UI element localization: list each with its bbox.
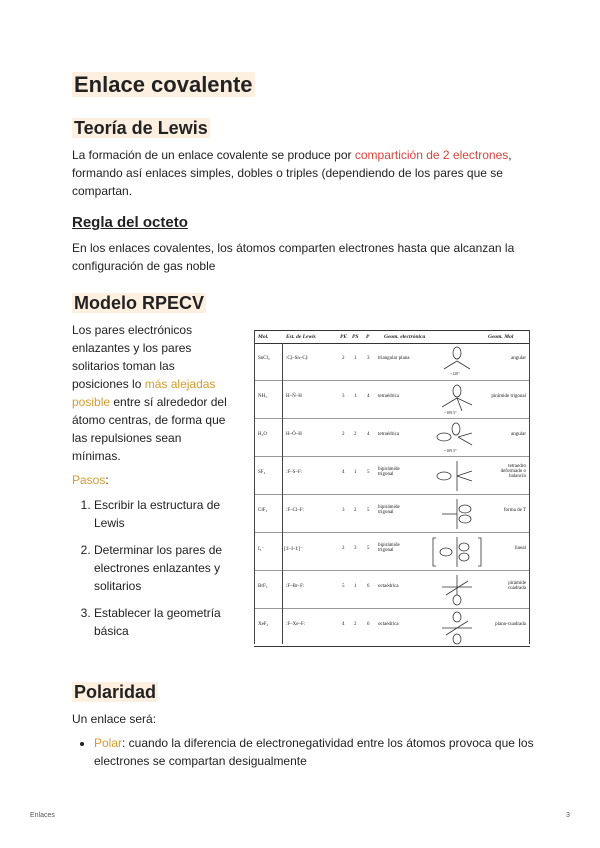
rpecv-heading: Modelo RPECV [74, 293, 205, 313]
molecule-diagram [432, 611, 482, 645]
header-geom-m: Geom. Mol [488, 334, 514, 340]
header-pe: PE [340, 334, 348, 340]
steps-list [72, 496, 254, 649]
table-divider [282, 343, 283, 644]
molecule-diagram [432, 345, 482, 379]
octeto-paragraph: En los enlaces covalentes, los átomos comparten electrones hasta que alcanzan la configuración de gas noble [72, 241, 515, 273]
table-row: BrF₅ :F–Br–F: 5 1 6 octaédrica pirámide cuadrada [254, 571, 530, 609]
pasos-label: Pasos: [72, 473, 109, 487]
rpecv-highlight: más alejadas posible [72, 377, 216, 409]
table-row: SF₄ :F–S–F: 4 1 5 bipirámide trigonal tetraedro deformado o balancín [254, 457, 530, 495]
page-number: 3 [566, 812, 570, 819]
header-geom-e: Geom. electrónica [384, 334, 426, 340]
rpecv-paragraph: Los pares electrónicos enlazantes y los pares solitarios toman las posiciones lo más alejadas posible entre sí alrededor del átomo centras, de forma que las repulsiones sean mínimas. [72, 323, 227, 463]
header-p: P [366, 334, 370, 340]
table-row: H₂O H–Ö–H 2 2 4 tetraédrica ~109.5° angular [254, 419, 530, 457]
footer-label: Enlaces [30, 812, 55, 819]
octeto-heading: Regla del octeto [72, 214, 188, 231]
table-row: SnCl₂ :Cl̤–Sn–Cl̤: 2 1 3 triangular plana ~120° angular [254, 343, 530, 381]
table-row: I₃⁻ [:I–I–I:]⁻ 2 3 5 bipirámide trigonal lineal [254, 533, 530, 571]
lewis-heading: Teoría de Lewis [74, 118, 208, 138]
table-border [254, 330, 255, 644]
step-item: 2. Determinar los pares de electrones enlazantes y solitarios [94, 541, 254, 595]
table-header [254, 330, 530, 344]
header-mol: Mol. [258, 334, 269, 340]
molecule-diagram [430, 535, 484, 569]
molecule-diagram [432, 573, 482, 607]
step-item: 1. Escribir la estructura de Lewis [94, 496, 254, 532]
header-ps: PS [352, 334, 359, 340]
molecule-diagram [434, 383, 480, 417]
lewis-paragraph: La formación de un enlace covalente se produce por compartición de 2 electrones, formando así enlaces simples, dobles o triples (dependiendo de los pares que se compartan. [72, 148, 512, 198]
table-border [529, 330, 530, 644]
molecule-diagram [432, 497, 482, 531]
table-row: XeF₄ :F–Xe–F: 4 2 6 octaédrica plano-cuadrada [254, 609, 530, 647]
polaridad-list [72, 734, 554, 770]
step-item: 3. Establecer la geometría básica [94, 604, 254, 640]
polaridad-intro: Un enlace será: [72, 712, 157, 726]
molecule-diagram [432, 421, 482, 455]
polaridad-heading: Polaridad [74, 682, 157, 702]
table-row: NH₃ H–N̈–H 3 1 4 tetraédrica ~109.5° pirámide trigonal [254, 381, 530, 419]
list-item: • Polar: cuando la diferencia de electronegatividad entre los átomos provoca que los electrones se compartan desigualmente [94, 734, 554, 770]
page-title: Enlace covalente [74, 72, 253, 97]
molecule-diagram [432, 459, 482, 493]
header-lewis: Est. de Lewis [286, 334, 316, 340]
vsepr-table-image [254, 330, 530, 644]
table-row: ClF₃ :F–Cl–F: 3 2 5 bipirámide trigonal forma de T [254, 495, 530, 533]
lewis-highlight: compartición de 2 electrones [354, 148, 509, 162]
